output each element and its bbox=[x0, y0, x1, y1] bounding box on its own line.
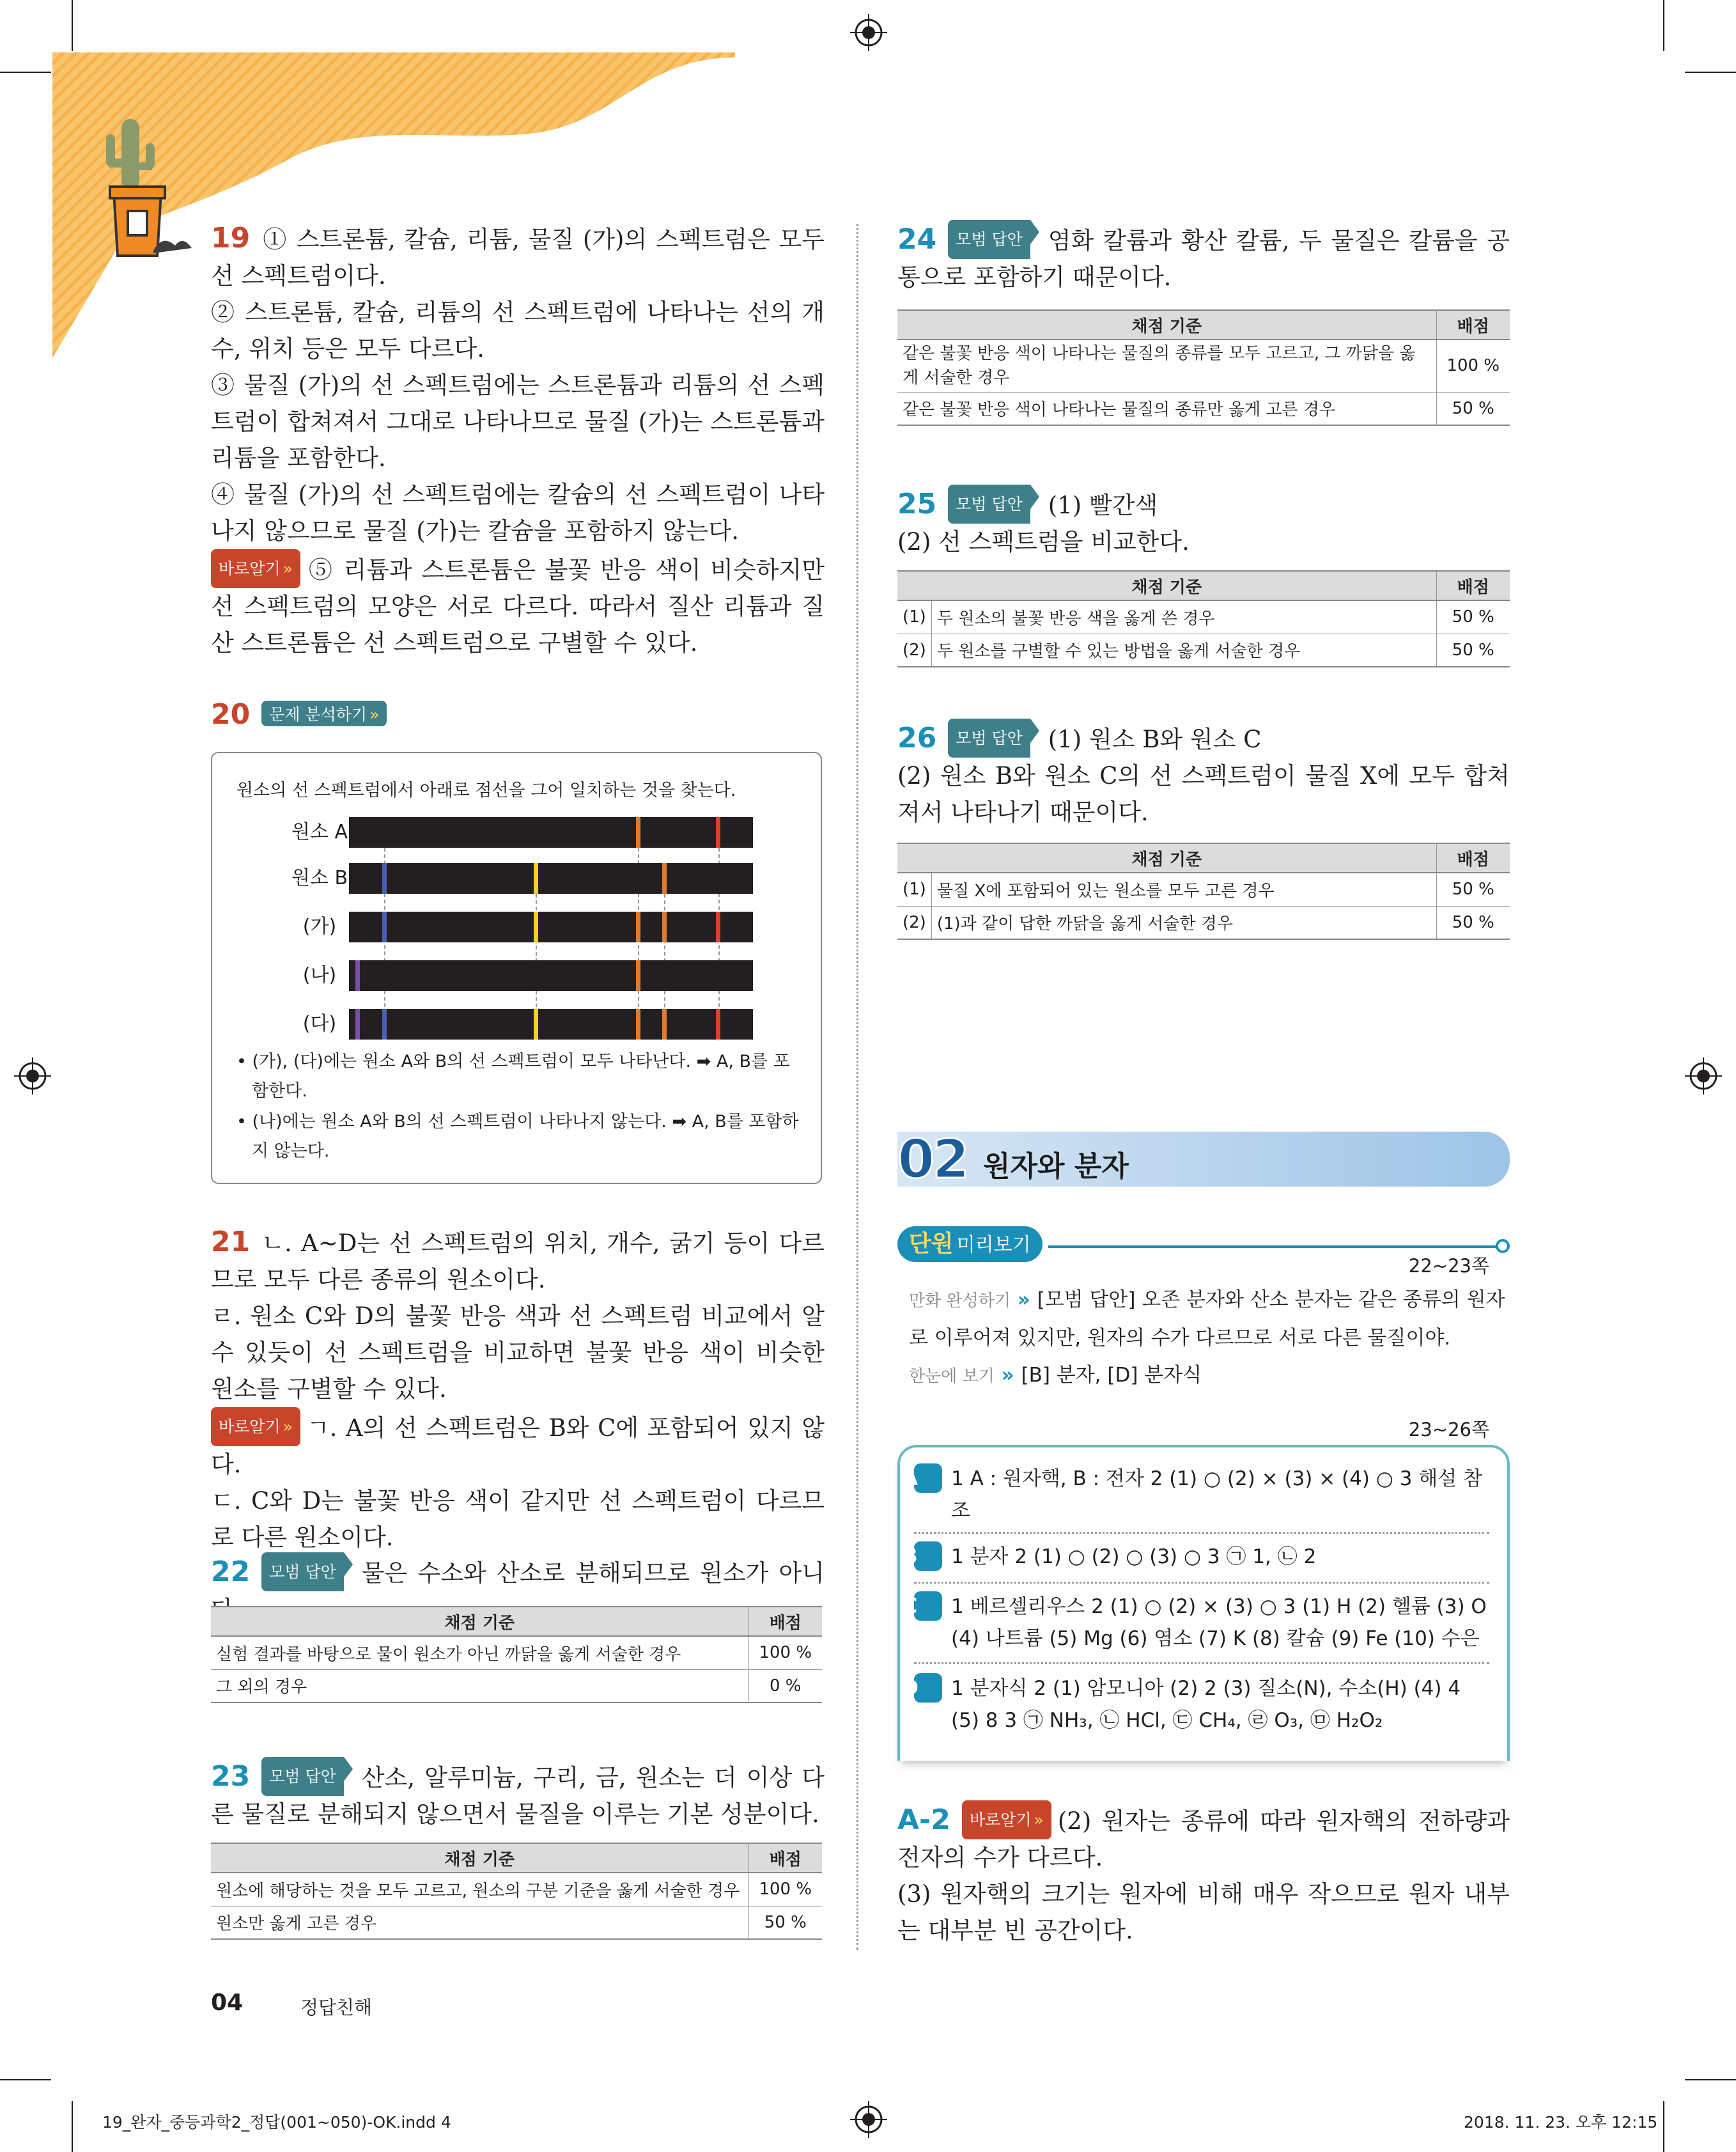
question-25: 25 모범 답안 (1) 빨간색 (2) 선 스펙트럼을 비교한다. bbox=[897, 485, 1510, 560]
model-answer-tag: 모범 답안 bbox=[261, 1552, 344, 1591]
spectrum-bar-a bbox=[349, 817, 753, 848]
page-ref-1: 22~23쪽 bbox=[1408, 1255, 1489, 1277]
grading-table-22: 채점 기준 배점 실험 결과를 바탕으로 물이 원소가 아닌 까닭을 옳게 서술한 경우 100 % 그 외의 경우 0 % bbox=[211, 1606, 822, 1703]
question-23: 23 모범 답안 산소, 알루미늄, 구리, 금, 원소는 더 이상 다른 물질로 분해되지 않으면서 물질을 이루는 기본 성분이다. bbox=[211, 1757, 825, 1832]
spectrum-label-ga: (가) bbox=[302, 916, 337, 938]
model-answer-tag: 모범 답안 bbox=[948, 220, 1030, 259]
spectrum-bar-na bbox=[349, 960, 753, 991]
registration-mark-right bbox=[1685, 1057, 1722, 1095]
spectrum-label-da: (다) bbox=[302, 1013, 337, 1035]
unit-preview-rule bbox=[1048, 1245, 1505, 1248]
model-answer-tag: 모범 답안 bbox=[948, 719, 1030, 758]
spectrum-analysis-box: 원소의 선 스펙트럼에서 아래로 점선을 그어 일치하는 것을 찾는다. 원소 A 원소 B (가) (나) (다) • (가), (다)에는 원소 A와 B의 선 스펙트럼이 모두 나타난다. ➡ A, B를 포함한다. • (나)에는 원소 A와 B의 선 스펙트럼이 나타나지 않는다. ➡ A, B를 포함하지 않는다. bbox=[211, 752, 822, 1184]
question-22: 22 모범 답안 물은 수소와 산소로 분해되므로 원소가 아니 bbox=[211, 1552, 825, 1628]
print-date: 2018. 11. 23. 오후 12:15 bbox=[1464, 2113, 1658, 2132]
spectrum-bar-ga bbox=[349, 912, 753, 942]
file-slug: 19_완자_중등과학2_정답(001~050)-OK.indd 4 bbox=[102, 2113, 451, 2132]
summary-row-d: D 1 분자식 2 (1) 암모니아 (2) 2 (3) 질소(N), 수소(H) (4) 4 (5) 8 3 ㉠ NH₃, ㉡ HCl, ㉢ CH₄, ㉣ O₃, ㉤ H₂O₂ bbox=[914, 1672, 1489, 1736]
question-24: 24 모범 답안 염화 칼륨과 황산 칼륨, 두 물질은 칼륨을 공통으로 포함하기 때문이다. bbox=[897, 220, 1510, 295]
grading-table-26: 채점 기준 배점 (1) 물질 X에 포함되어 있는 원소를 모두 고른 경우 50 % (2) (1)과 같이 답한 까닭을 옳게 서술한 경우 50 % bbox=[897, 843, 1510, 940]
spectrum-note-2: • (나)에는 원소 A와 B의 선 스펙트럼이 나타나지 않는다. ➡ A, B를 포함하지 않는다. bbox=[236, 1112, 799, 1161]
comic-completion: 만화 완성하기 » [모범 답안] 오존 분자와 산소 분자는 같은 종류의 원자로 이루어져 있지만, 원자의 수가 다르므로 서로 다른 물질이야. bbox=[909, 1288, 1505, 1350]
question-21: 21 ㄴ. A~D는 선 스펙트럼의 위치, 개수, 굵기 등이 다르므로 모두 다른 종류의 원소이다. ㄹ. 원소 C와 D의 불꽃 반응 색과 선 스펙트럼 비교에서 알 수 있듯이 선 스펙트럼을 비교하면 불꽃 반응 색이 비슷한 원소를 구별할 수 있다. 바로알기 » ㄱ. A의 선 스펙트럼은 B와 C에 포함되어 있지 않다. ㄷ. C와 D는 불꽃 반응 색이 같지만 선 스펙트럼이 다르므로 다른 원소이다. bbox=[211, 1226, 825, 1551]
registration-mark-bottom bbox=[850, 2101, 887, 2138]
correction-tag: 바로알기 » bbox=[962, 1800, 1051, 1839]
question-19: 19 ① 스트론튬, 칼슘, 리튬, 물질 (가)의 스펙트럼은 모두 선 스펙트럼이다. ② 스트론튬, 칼슘, 리튬의 선 스펙트럼에 나타나는 선의 개수, 위치 등은 모두 다르다. ③ 물질 (가)의 선 스펙트럼에는 스트론튬과 리튬의 선 스펙트럼이 합쳐져서 그대로 나타나므로 물질 (가)는 스트론튬과 리튬을 포함한다. ④ 물질 (가)의 선 스펙트럼에는 칼슘의 선 스펙트럼이 나타나지 않으므로 물질 (가)는 칼슘을 포함하지 않는다. 바로알기 » ⑤ 리튬과 스트론튬은 불꽃 반응 색이 비슷하지만 선 스펙트럼의 모양은 서로 다르다. 따라서 질산 리튬과 질산 스트론튬은 선 스펙트럼으로 구별할 수 있다. bbox=[211, 222, 825, 657]
at-a-glance: 한눈에 보기 » [B] 분자, [D] 분자식 bbox=[909, 1364, 1202, 1387]
book-title: 정답친해 bbox=[300, 1997, 373, 2018]
spectrum-label-b: 원소 B bbox=[291, 867, 348, 889]
question-a2: A-2 바로알기 » (2) 원자는 종류에 따라 원자핵의 전하량과 전자의 수가 다르다. (3) 원자핵의 크기는 원자에 비해 매우 작으므로 원자 내부는 대부분 빈 공간이다. bbox=[897, 1800, 1510, 1949]
correction-tag: 바로알기 » bbox=[211, 1407, 300, 1446]
spectrum-label-a: 원소 A bbox=[291, 821, 348, 843]
spectrum-label-na: (나) bbox=[302, 964, 337, 986]
model-answer-tag: 모범 답안 bbox=[261, 1757, 344, 1796]
model-answer-tag: 모범 답안 bbox=[948, 485, 1030, 524]
question-20-header: 20 문제 분석하기 » bbox=[211, 698, 393, 731]
spectrum-note-1: • (가), (다)에는 원소 A와 B의 선 스펙트럼이 모두 나타난다. ➡ A, B를 포함한다. bbox=[236, 1052, 790, 1101]
summary-row-a: A 1 A : 원자핵, B : 전자 2 (1) ○ (2) × (3) × (4) ○ 3 해설 참조 bbox=[914, 1463, 1489, 1527]
answer-summary-box bbox=[897, 1445, 1510, 1761]
question-26: 26 모범 답안 (1) 원소 B와 원소 C (2) 원소 B와 원소 C의 선 스펙트럼이 물질 X에 모두 합쳐져서 나타나기 때문이다. bbox=[897, 719, 1510, 830]
rule-end-dot bbox=[1496, 1239, 1510, 1253]
spectrum-bar-b bbox=[349, 863, 753, 894]
column-divider bbox=[856, 224, 858, 1950]
page-number: 04 bbox=[211, 1990, 244, 2016]
registration-mark-top bbox=[850, 14, 887, 51]
section-title: 원자와 분자 bbox=[983, 1150, 1129, 1183]
page-ref-2: 23~26쪽 bbox=[1408, 1419, 1489, 1440]
registration-mark-left bbox=[14, 1057, 51, 1095]
unit-preview-label: 단원 미리보기 bbox=[897, 1226, 1042, 1262]
summary-row-c: C 1 베르셀리우스 2 (1) ○ (2) × (3) ○ 3 (1) H (2) 헬륨 (3) O (4) 나트륨 (5) Mg (6) 염소 (7) K (8) 칼슘 (9) Fe (10) 수은 bbox=[914, 1591, 1489, 1655]
grading-table-24: 채점 기준 배점 같은 불꽃 반응 색이 나타나는 물질의 종류를 모두 고르고, 그 까닭을 옳게 서술한 경우 100 % 같은 불꽃 반응 색이 나타나는 물질의 종류만 옳게 고른 경우 50 % bbox=[897, 309, 1510, 426]
spectrum-bar-da bbox=[349, 1009, 753, 1040]
section-number: 02 bbox=[897, 1128, 967, 1190]
grading-table-23: 채점 기준 배점 원소에 해당하는 것을 모두 고르고, 원소의 구분 기준을 옳게 서술한 경우 100 % 원소만 옳게 고른 경우 50 % bbox=[211, 1843, 822, 1940]
grading-table-25: 채점 기준 배점 (1) 두 원소의 불꽃 반응 색을 옳게 쓴 경우 50 % (2) 두 원소를 구별할 수 있는 방법을 옳게 서술한 경우 50 % bbox=[897, 570, 1510, 667]
correction-tag: 바로알기 » bbox=[211, 549, 300, 588]
question-number: 19 bbox=[211, 222, 251, 254]
analysis-tag: 문제 분석하기 » bbox=[261, 701, 387, 726]
summary-row-b: B 1 분자 2 (1) ○ (2) ○ (3) ○ 3 ㉠ 1, ㉡ 2 bbox=[914, 1541, 1489, 1573]
section-heading bbox=[897, 1128, 1510, 1190]
